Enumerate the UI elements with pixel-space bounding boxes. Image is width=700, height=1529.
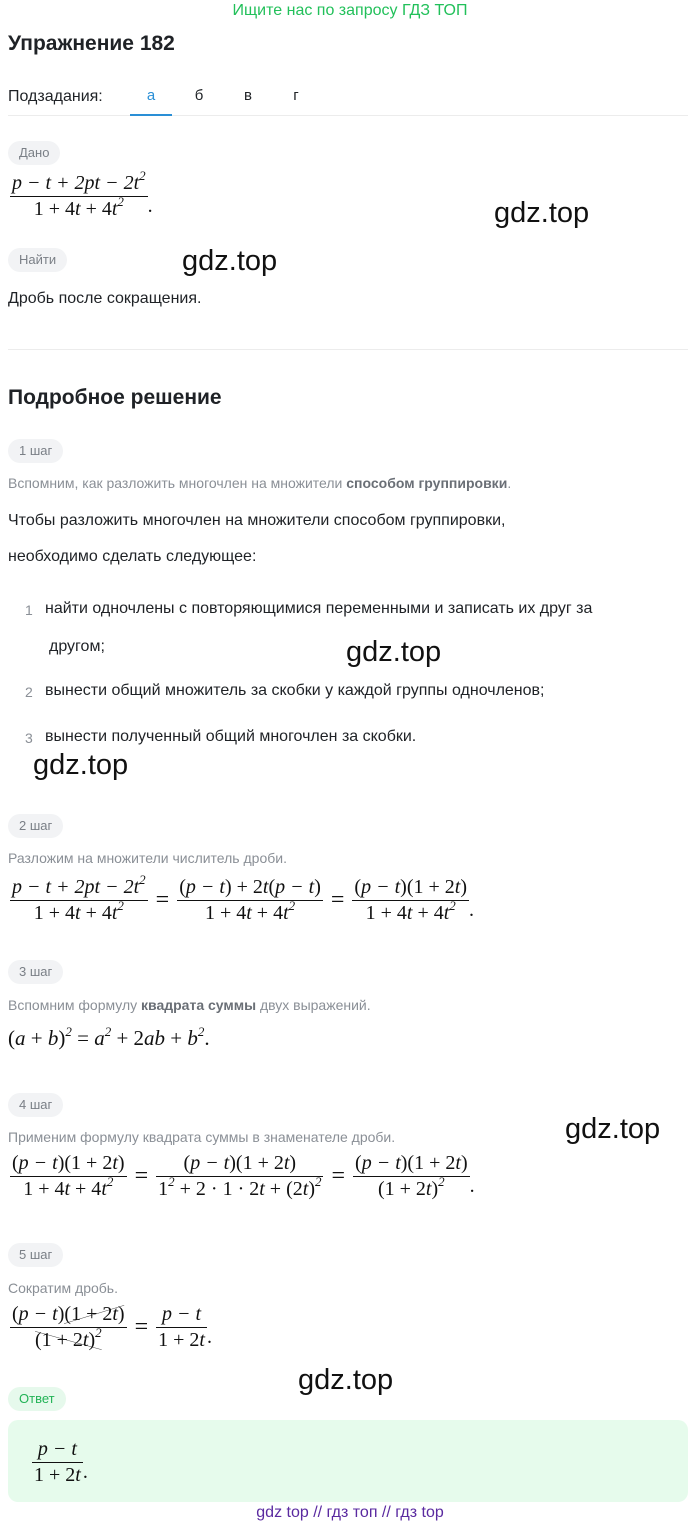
watermark: gdz.top bbox=[33, 749, 129, 781]
answer-box bbox=[8, 1420, 688, 1502]
step-2-chip: 2 шаг bbox=[8, 814, 63, 838]
step-4-hint: Применим формулу квадрата суммы в знаменателе дроби. bbox=[8, 1129, 396, 1145]
step-1-paragraph-line-2: необходимо сделать следующее: bbox=[8, 548, 257, 565]
step-2-hint: Разложим на множители числитель дроби. bbox=[8, 850, 287, 866]
given-expression: $\frac{p - t + 2pt - 2t^2}{1 + 4t + 4t^2}$ . bbox=[12, 168, 153, 220]
tab-subtask-b[interactable]: б bbox=[194, 87, 204, 104]
given-chip: Дано bbox=[8, 141, 60, 165]
page-title: Упражнение 182 bbox=[8, 32, 175, 55]
answer-expression: $\frac{p - t}{1 + 2t}$ . bbox=[34, 1438, 88, 1486]
step-5-chip: 5 шаг bbox=[8, 1243, 63, 1267]
find-chip: Найти bbox=[8, 248, 67, 272]
subtasks-label: Подзадания: bbox=[8, 88, 103, 105]
subtask-tabs bbox=[8, 84, 688, 116]
watermark: gdz.top bbox=[565, 1113, 661, 1145]
list-item-number: 1 bbox=[25, 602, 33, 618]
watermark: gdz.top bbox=[346, 636, 442, 668]
step-5-expression: $\frac{(p - t)(1 + 2t)}{(1 + 2t)^2}$ = $\frac{p - t}{1 + 2t}$ . bbox=[12, 1303, 212, 1351]
cancelled-factor: (1 + 2t) bbox=[64, 1303, 125, 1325]
cancelled-factor: $(1 + 2t)^2$ bbox=[34, 1325, 102, 1351]
step-1-paragraph-line-1: Чтобы разложить многочлен на множители способом группировки, bbox=[8, 512, 506, 529]
watermark: gdz.top bbox=[298, 1364, 394, 1396]
list-item-text: вынести полученный общий многочлен за скобки. bbox=[45, 728, 417, 745]
step-4-expression: $\frac{(p - t)(1 + 2t)}{1 + 4t + 4t^2}$ = $\frac{(p - t)(1 + 2t)}{1^2 + 2 \cdot 1 \cdot 2t + (2t)^2}$ = $\frac{(p - t)(1 + 2t)}{(1 + 2t)^2}$ . bbox=[12, 1152, 475, 1200]
footer-links: gdz top // гдз топ // гдз top bbox=[256, 1504, 444, 1521]
promo-banner: Ищите нас по запросу ГДЗ ТОП bbox=[232, 2, 468, 19]
list-item-text: вынести общий множитель за скобки у каждой группы одночленов; bbox=[45, 682, 545, 699]
list-item-text-continued: другом; bbox=[49, 638, 105, 655]
find-text: Дробь после сокращения. bbox=[8, 290, 202, 307]
step-3-formula: $(a + b)^2 = a^2 + 2ab + b^2$. bbox=[8, 1024, 210, 1050]
watermark: gdz.top bbox=[182, 245, 278, 277]
divider bbox=[8, 349, 688, 350]
tab-subtask-a[interactable]: а bbox=[130, 84, 172, 116]
step-1-hint: Вспомним, как разложить многочлен на множители способом группировки. bbox=[8, 475, 512, 491]
tab-subtask-g[interactable]: г bbox=[293, 87, 299, 104]
step-2-expression: $\frac{p - t + 2pt - 2t^2}{1 + 4t + 4t^2}$ = $\frac{(p - t) + 2t(p - t)}{1 + 4t + 4t^2}$ = $\frac{(p - t)(1 + 2t)}{1 + 4t + 4t^2}$ . bbox=[12, 872, 474, 924]
tab-subtask-v[interactable]: в bbox=[244, 87, 252, 104]
step-3-hint: Вспомним формулу квадрата суммы двух выражений. bbox=[8, 997, 371, 1013]
watermark: gdz.top bbox=[494, 197, 590, 229]
step-4-chip: 4 шаг bbox=[8, 1093, 63, 1117]
list-item-text: найти одночлены с повторяющимися переменными и записать их друг за bbox=[45, 600, 593, 617]
list-item-number: 2 bbox=[25, 684, 33, 700]
step-1-chip: 1 шаг bbox=[8, 439, 63, 463]
step-3-chip: 3 шаг bbox=[8, 960, 63, 984]
answer-chip: Ответ bbox=[8, 1387, 66, 1411]
step-5-hint: Сократим дробь. bbox=[8, 1280, 118, 1296]
solution-title: Подробное решение bbox=[8, 386, 222, 409]
list-item-number: 3 bbox=[25, 730, 33, 746]
